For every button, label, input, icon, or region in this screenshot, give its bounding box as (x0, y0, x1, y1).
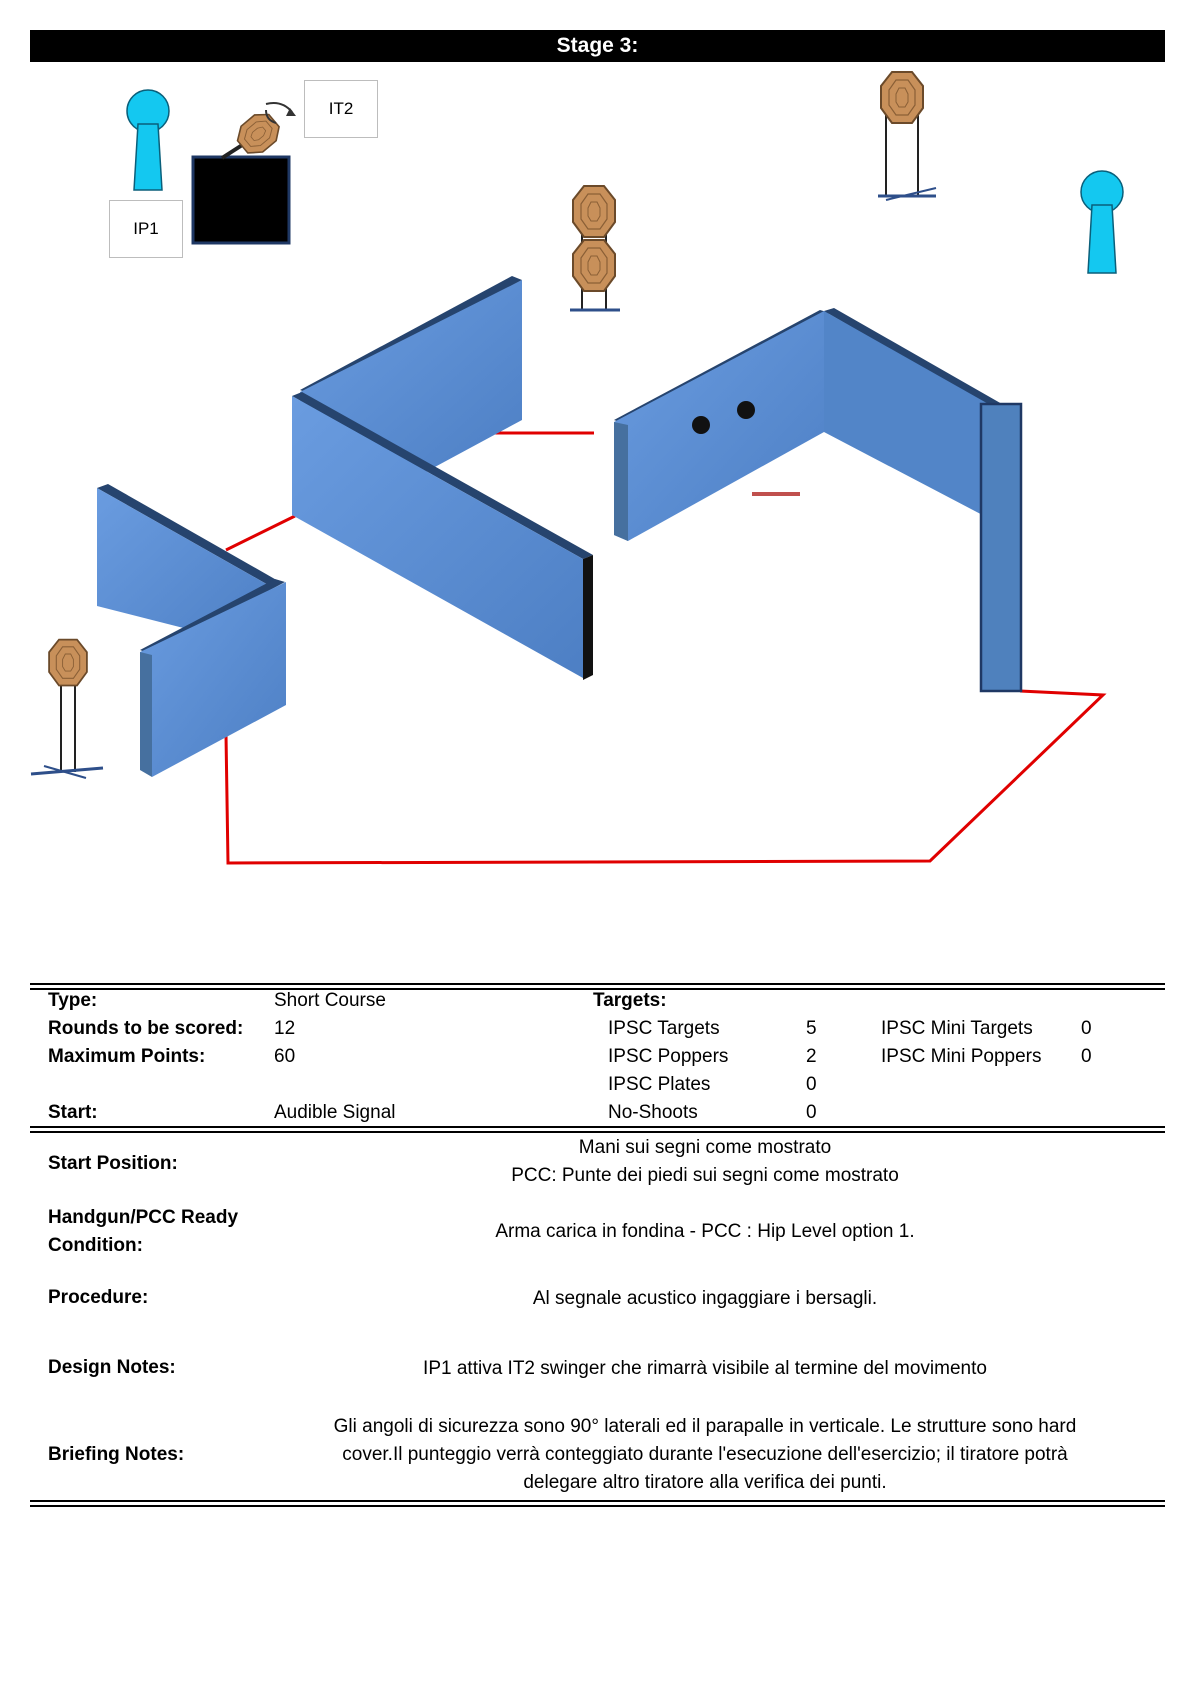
ipsc-plates-label: IPSC Plates (608, 1074, 711, 1095)
mini-poppers-label: IPSC Mini Poppers (881, 1046, 1042, 1067)
ready-condition-value: Arma carica in fondina - PCC : Hip Level option 1. (495, 1221, 915, 1242)
no-shoots-label: No-Shoots (608, 1102, 698, 1123)
start-position-line: Mani sui segni come mostrato (578, 1137, 832, 1158)
mini-targets-value: 0 (1081, 1018, 1092, 1039)
procedure-value: Al segnale acustico ingaggiare i bersagli. (532, 1288, 878, 1309)
hole-mark (692, 416, 710, 434)
procedure-label: Procedure: (48, 1287, 149, 1308)
start-position-label: Start Position: (48, 1153, 178, 1174)
points-label: Maximum Points: (48, 1046, 206, 1067)
type-label: Type: (48, 990, 98, 1011)
briefing-line: Gli angoli di sicurezza sono 90° laterali ed il parapalle in verticale. Le strutture sono hard (333, 1416, 1077, 1437)
wall-left (97, 484, 286, 777)
no-shoots-value: 0 (806, 1102, 817, 1123)
target-stack-center (570, 186, 620, 310)
briefing-line: delegare altro tiratore alla verifica dei punti. (523, 1472, 887, 1493)
ready-label-line: Handgun/PCC Ready (48, 1207, 239, 1228)
ready-condition-label (48, 1204, 238, 1260)
ipsc-plates-value: 0 (806, 1074, 817, 1095)
wall-right-post (981, 404, 1021, 691)
design-notes-label: Design Notes: (48, 1357, 176, 1378)
ipsc-targets-value: 5 (806, 1018, 817, 1039)
design-notes-value: IP1 attiva IT2 swinger che rimarrà visibile al termine del movimento (423, 1358, 987, 1379)
briefing-notes-label: Briefing Notes: (48, 1444, 185, 1465)
target-top-right (878, 72, 936, 200)
rounds-value: 12 (274, 1018, 296, 1039)
hole-mark (737, 401, 755, 419)
popper-right (1081, 171, 1123, 273)
start-position-value (270, 1134, 1140, 1190)
target-left (31, 640, 103, 778)
swing-arrow-icon (266, 103, 292, 112)
targets-label: Targets: (593, 990, 667, 1011)
ipsc-poppers-label: IPSC Poppers (608, 1046, 729, 1067)
briefing-line: cover.Il punteggio verrà conteggiato durante l'esecuzione dell'esercizio; il tiratore potrà (342, 1444, 1068, 1465)
label-ip1: IP1 (109, 200, 183, 258)
ipsc-poppers-value: 2 (806, 1046, 817, 1067)
start-label: Start: (48, 1102, 98, 1123)
rounds-label: Rounds to be scored: (48, 1018, 244, 1039)
ready-label-line: Condition: (48, 1235, 143, 1256)
popper-ip1 (127, 90, 169, 190)
wall-middle (292, 276, 593, 680)
type-value: Short Course (274, 990, 386, 1011)
ipsc-targets-label: IPSC Targets (608, 1018, 720, 1039)
briefing-notes-value (270, 1413, 1140, 1497)
start-position-line: PCC: Punte dei piedi sui segni come mostrato (511, 1165, 899, 1186)
mini-targets-label: IPSC Mini Targets (881, 1018, 1033, 1039)
mini-poppers-value: 0 (1081, 1046, 1092, 1067)
wall-right (614, 308, 1021, 691)
points-value: 60 (274, 1046, 296, 1067)
label-it2: IT2 (304, 80, 378, 138)
swinger-it2 (193, 103, 296, 243)
stage-title: Stage 3: (30, 30, 1165, 62)
start-value: Audible Signal (274, 1102, 396, 1123)
